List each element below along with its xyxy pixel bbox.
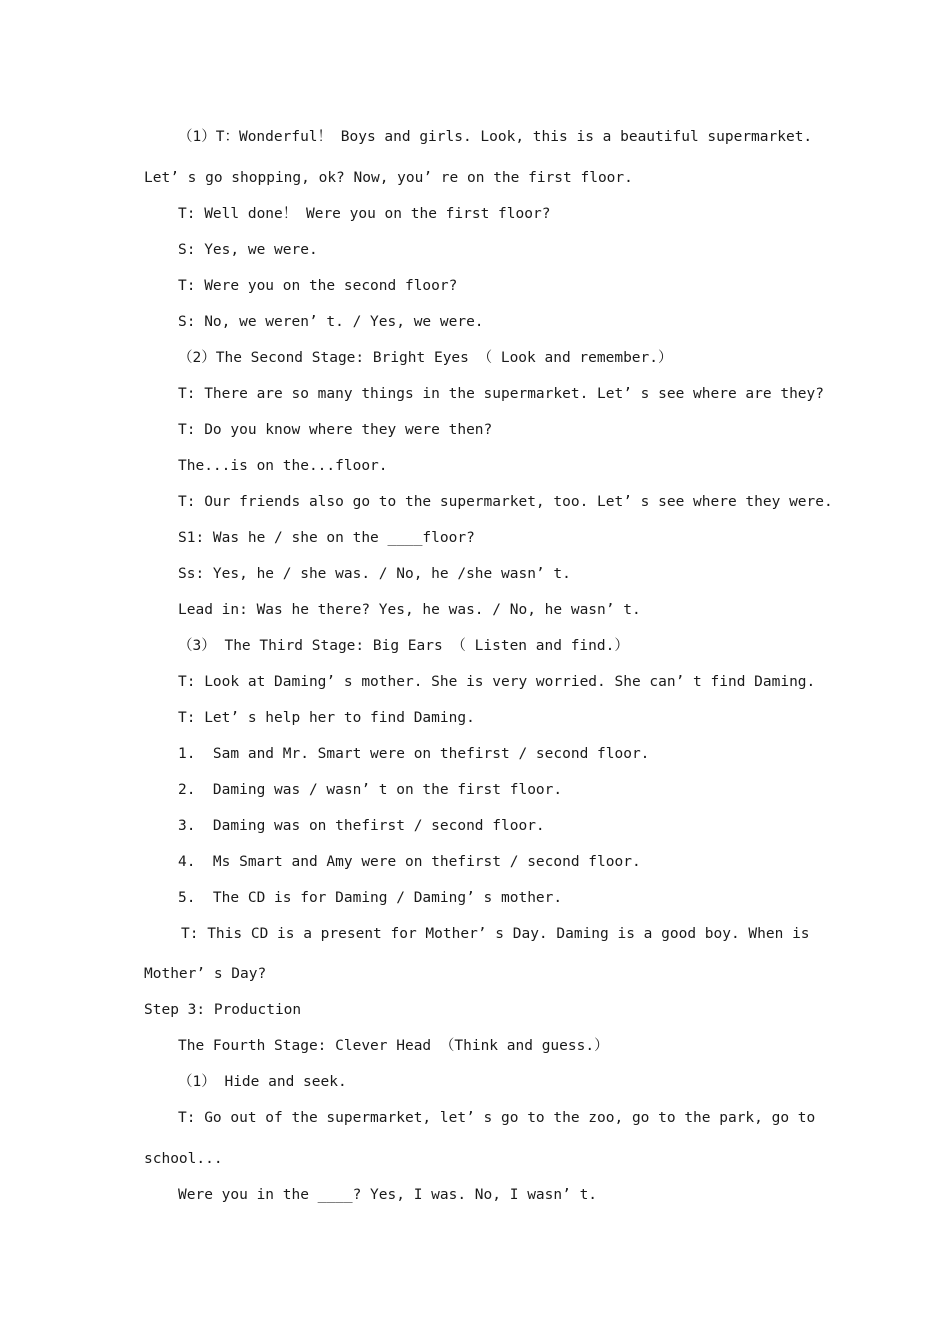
paragraph-line: Mother’ s Day?: [144, 966, 267, 982]
dialogue-line: T: Look at Daming’ s mother. She is very worried. She can’ t find Daming.: [178, 674, 816, 690]
dialogue-line: Ss: Yes, he / she was. / No, he /she wasn’ t.: [178, 566, 571, 582]
dialogue-line: T: There are so many things in the supermarket. Let’ s see where are they?: [178, 386, 825, 402]
paragraph-line: T: This CD is a present for Mother’ s Day. Daming is a good boy. When is: [181, 926, 810, 942]
dialogue-line: T: Our friends also go to the supermarket, too. Let’ s see where they were.: [178, 494, 833, 510]
stage-heading: （2）The Second Stage: Bright Eyes （ Look and remember.）: [178, 350, 673, 366]
stage-heading: The Fourth Stage: Clever Head （Think and guess.）: [178, 1038, 609, 1054]
dialogue-line: T: Do you know where they were then?: [178, 422, 493, 438]
dialogue-line: T: Let’ s help her to find Daming.: [178, 710, 475, 726]
list-item: 5. The CD is for Daming / Daming’ s mother.: [178, 890, 563, 906]
stage-heading: （3） The Third Stage: Big Ears （ Listen and find.）: [178, 638, 629, 654]
paragraph-line: （1）T：Wonderful！ Boys and girls. Look, this is a beautiful supermarket.: [178, 129, 813, 145]
list-item: 2. Daming was / wasn’ t on the first floor.: [178, 782, 563, 798]
activity-heading: （1） Hide and seek.: [178, 1074, 347, 1090]
step-heading: Step 3: Production: [144, 1002, 302, 1018]
dialogue-line: S: No, we weren’ t. / Yes, we were.: [178, 314, 484, 330]
dialogue-line: S1: Was he / she on the ____floor?: [178, 530, 475, 546]
dialogue-line: Lead in: Was he there? Yes, he was. / No, he wasn’ t.: [178, 602, 641, 618]
dialogue-line: S: Yes, we were.: [178, 242, 318, 258]
list-item: 4. Ms Smart and Amy were on thefirst / second floor.: [178, 854, 641, 870]
list-item: 3. Daming was on thefirst / second floor.: [178, 818, 545, 834]
dialogue-line: T: Well done！ Were you on the first floor?: [178, 206, 551, 222]
dialogue-line: T: Were you on the second floor?: [178, 278, 458, 294]
paragraph-line: T: Go out of the supermarket, let’ s go to the zoo, go to the park, go to: [178, 1110, 816, 1126]
paragraph-line: school...: [144, 1151, 223, 1167]
paragraph-line: Let’ s go shopping, ok? Now, you’ re on the first floor.: [144, 170, 633, 186]
sentence-pattern: The...is on the...floor.: [178, 458, 388, 474]
dialogue-line: Were you in the ____? Yes, I was. No, I wasn’ t.: [178, 1187, 598, 1203]
list-item: 1. Sam and Mr. Smart were on thefirst / second floor.: [178, 746, 650, 762]
